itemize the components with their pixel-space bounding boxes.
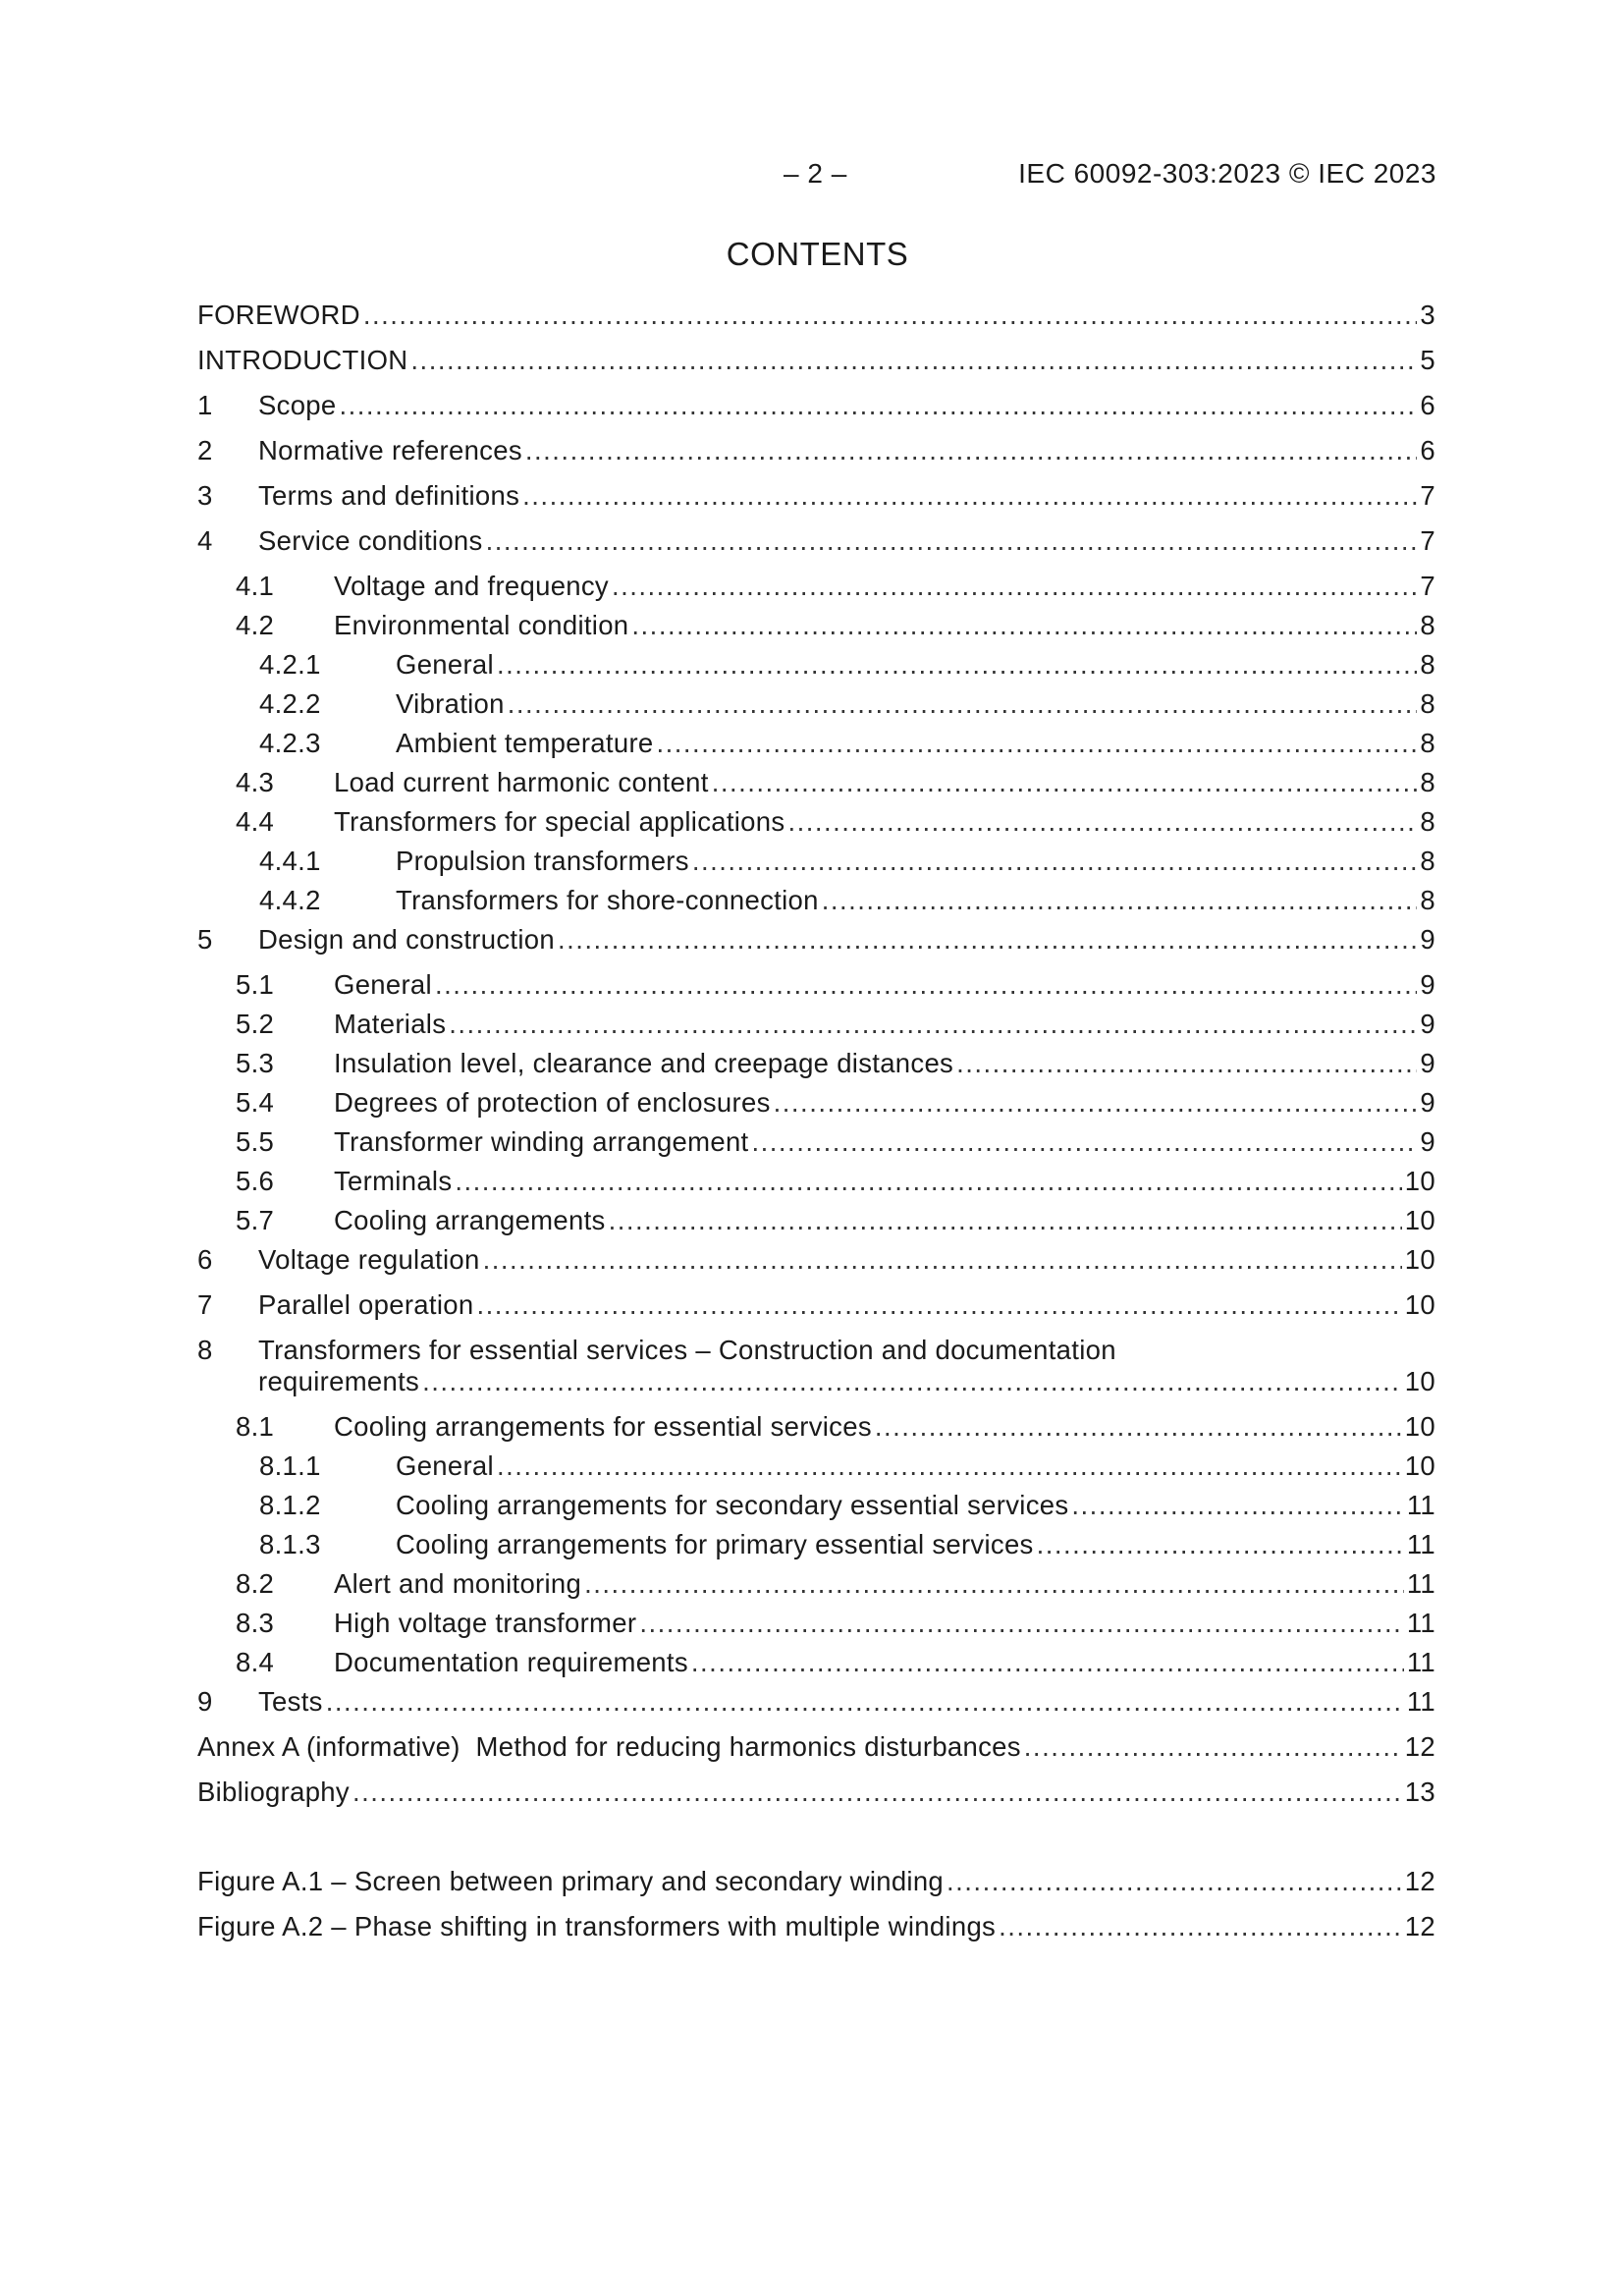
toc-entry-5-7[interactable]: 5.7 Cooling arrangements ..... 10 [197, 1203, 1435, 1238]
toc-entry-8[interactable]: 8 Transformers for essential services – Construction and documentation requirements ..... 10 [197, 1333, 1435, 1399]
toc-entry-5-5[interactable]: 5.5 Transformer winding arrangement ..... 9 [197, 1124, 1435, 1160]
toc-entry-foreword[interactable]: FOREWORD ..... 3 [197, 298, 1435, 333]
toc-entry-8-3[interactable]: 8.3 High voltage transformer ..... 11 [197, 1606, 1435, 1641]
toc-entry-4-2-2[interactable]: 4.2.2 Vibration ..... 8 [197, 686, 1435, 722]
toc-entry-5-4[interactable]: 5.4 Degrees of protection of enclosures ..... 9 [197, 1085, 1435, 1121]
toc-entry-4-2-3[interactable]: 4.2.3 Ambient temperature ..... 8 [197, 726, 1435, 761]
toc-entry-7[interactable]: 7 Parallel operation ..... 10 [197, 1287, 1435, 1323]
toc-entry-figure-a2[interactable]: Figure A.2 – Phase shifting in transformers with multiple windings ..... 12 [197, 1909, 1435, 1944]
toc-entry-4-2[interactable]: 4.2 Environmental condition ..... 8 [197, 608, 1435, 643]
toc-entry-4-4-1[interactable]: 4.4.1 Propulsion transformers ..... 8 [197, 844, 1435, 879]
toc-entry-figure-a1[interactable]: Figure A.1 – Screen between primary and secondary winding ..... 12 [197, 1864, 1435, 1899]
toc-entry-3[interactable]: 3 Terms and definitions ..... 7 [197, 478, 1435, 514]
toc-entry-2[interactable]: 2 Normative references ..... 6 [197, 433, 1435, 468]
toc-entry-4-2-1[interactable]: 4.2.1 General ..... 8 [197, 647, 1435, 683]
toc-entry-1[interactable]: 1 Scope ..... 6 [197, 388, 1435, 423]
toc-entry-4-4-2[interactable]: 4.4.2 Transformers for shore-connection ..... 8 [197, 883, 1435, 918]
toc-entry-5-2[interactable]: 5.2 Materials ..... 9 [197, 1007, 1435, 1042]
toc-entry-8-2[interactable]: 8.2 Alert and monitoring ..... 11 [197, 1566, 1435, 1602]
toc-entry-8-1[interactable]: 8.1 Cooling arrangements for essential services ..... 10 [197, 1409, 1435, 1445]
toc-entry-8-4[interactable]: 8.4 Documentation requirements ..... 11 [197, 1645, 1435, 1680]
toc-entry-4[interactable]: 4 Service conditions ..... 7 [197, 523, 1435, 559]
toc-entry-5[interactable]: 5 Design and construction ..... 9 [197, 922, 1435, 957]
page-number: – 2 – [784, 158, 847, 189]
toc-entry-6[interactable]: 6 Voltage regulation ..... 10 [197, 1242, 1435, 1278]
toc-entry-8-1-2[interactable]: 8.1.2 Cooling arrangements for secondary essential services ..... 11 [197, 1488, 1435, 1523]
document-reference: IEC 60092-303:2023 © IEC 2023 [1018, 158, 1436, 189]
toc-entry-4-4[interactable]: 4.4 Transformers for special applications ..... 8 [197, 804, 1435, 840]
toc-entry-9[interactable]: 9 Tests ..... 11 [197, 1684, 1435, 1720]
toc-entry-8-1-3[interactable]: 8.1.3 Cooling arrangements for primary essential services ..... 11 [197, 1527, 1435, 1562]
toc-entry-4-1[interactable]: 4.1 Voltage and frequency ..... 7 [197, 569, 1435, 604]
toc-entry-5-1[interactable]: 5.1 General ..... 9 [197, 967, 1435, 1003]
toc-entry-4-3[interactable]: 4.3 Load current harmonic content ..... 8 [197, 765, 1435, 800]
toc-entry-annex-a[interactable]: Annex A (informative) Method for reducing harmonics disturbances ..... 12 [197, 1729, 1435, 1765]
toc-entry-8-1-1[interactable]: 8.1.1 General ..... 10 [197, 1449, 1435, 1484]
toc-entry-5-6[interactable]: 5.6 Terminals ..... 10 [197, 1164, 1435, 1199]
toc-entry-bibliography[interactable]: Bibliography ..... 13 [197, 1775, 1435, 1810]
toc-entry-introduction[interactable]: INTRODUCTION ..... 5 [197, 343, 1435, 378]
toc-entry-5-3[interactable]: 5.3 Insulation level, clearance and creepage distances ..... 9 [197, 1046, 1435, 1081]
contents-title: CONTENTS [726, 236, 909, 272]
